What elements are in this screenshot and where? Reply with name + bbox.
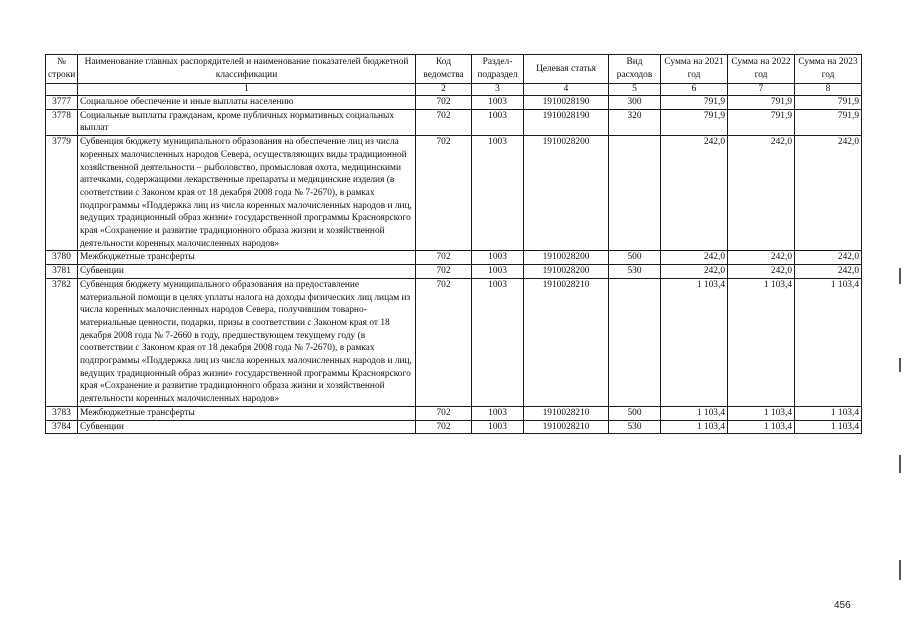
row-sum-2022: 791,9 — [728, 96, 795, 110]
table-row — [46, 96, 862, 110]
header-department-code: Код ведомства — [416, 55, 472, 84]
row-name: Субвенция бюджету муниципального образования на обеспечение лиц из числа коренных малочисленных народов Севера, осуществляющих виды традиционной хозяйственной деятельности – рыболовство, промысловая охота, медицинскими аптечками, содержащими лекарственные препараты и медицинские изделия (в соответствии с Законом края от 18 декабря 2008 года № 7-2670), в рамках подпрограммы «Поддержка лиц из числа коренных малочисленных народов и лиц, ведущих традиционный образ жизни» государственной программы Красноярского края «Сохранение и развитие традиционного образа жизни и хозяйственной деятельности коренных малочисленных народов» — [78, 136, 416, 251]
row-sum-2023: 1 103,4 — [795, 278, 862, 406]
header-row-number: № строки — [46, 55, 78, 84]
row-section: 1003 — [472, 278, 524, 406]
row-section: 1003 — [472, 420, 524, 434]
budget-table — [45, 54, 862, 434]
header-name: Наименование главных распорядителей и наименование показателей бюджетной классификации — [78, 55, 416, 84]
column-number: 3 — [472, 84, 524, 96]
row-expense-type: 530 — [609, 265, 661, 279]
column-number: 5 — [609, 84, 661, 96]
row-number: 3777 — [46, 96, 78, 110]
scan-edge-mark — [899, 268, 901, 284]
row-sum-2022: 1 103,4 — [728, 420, 795, 434]
row-sum-2022: 242,0 — [728, 251, 795, 265]
row-department-code: 702 — [416, 109, 472, 135]
row-department-code: 702 — [416, 265, 472, 279]
row-section: 1003 — [472, 109, 524, 135]
row-expense-type: 500 — [609, 406, 661, 420]
row-target-article: 1910028190 — [524, 96, 609, 110]
row-sum-2021: 791,9 — [661, 109, 728, 135]
row-sum-2021: 1 103,4 — [661, 420, 728, 434]
table-row — [46, 265, 862, 279]
table-row — [46, 109, 862, 135]
column-number: 1 — [78, 84, 416, 96]
row-number: 3783 — [46, 406, 78, 420]
row-name: Социальное обеспечение и иные выплаты населению — [78, 96, 416, 110]
scan-edge-mark — [899, 455, 901, 473]
table-row — [46, 420, 862, 434]
header-target-article: Целевая статья — [524, 55, 609, 84]
row-target-article: 1910028210 — [524, 406, 609, 420]
table-row — [46, 251, 862, 265]
header-row — [46, 55, 862, 84]
row-number: 3778 — [46, 109, 78, 135]
row-name: Субвенция бюджету муниципального образования на предоставление материальной помощи в целях уплаты налога на доходы физических лиц лицам из числа коренных малочисленных народов Севера, получившим товарно-материальные ценности, подарки, призы в соответствии с Законом края от 18 декабря 2008 года № 7-2660 в году, предшествующем текущему году (в соответствии с Законом края от 18 декабря 2008 года № 7-2670), в рамках подпрограммы «Поддержка лиц из числа коренных малочисленных народов и лиц, ведущих традиционный образ жизни» государственной программы Красноярского края «Сохранение и развитие традиционного образа жизни и хозяйственной деятельности коренных малочисленных народов» — [78, 278, 416, 406]
header-sum-2023: Сумма на 2023 год — [795, 55, 862, 84]
header-sum-2022: Сумма на 2022 год — [728, 55, 795, 84]
row-sum-2022: 242,0 — [728, 265, 795, 279]
row-sum-2022: 791,9 — [728, 109, 795, 135]
row-section: 1003 — [472, 406, 524, 420]
row-sum-2021: 242,0 — [661, 251, 728, 265]
row-number: 3780 — [46, 251, 78, 265]
column-number-row — [46, 84, 862, 96]
page-number: 456 — [834, 600, 851, 611]
row-name: Межбюджетные трансферты — [78, 406, 416, 420]
row-sum-2021: 1 103,4 — [661, 278, 728, 406]
row-sum-2023: 242,0 — [795, 136, 862, 251]
row-number: 3782 — [46, 278, 78, 406]
row-target-article: 1910028200 — [524, 136, 609, 251]
row-expense-type — [609, 136, 661, 251]
row-department-code: 702 — [416, 278, 472, 406]
row-sum-2021: 242,0 — [661, 265, 728, 279]
table-row — [46, 136, 862, 251]
row-expense-type: 500 — [609, 251, 661, 265]
row-sum-2023: 242,0 — [795, 251, 862, 265]
row-sum-2022: 1 103,4 — [728, 278, 795, 406]
row-target-article: 1910028200 — [524, 251, 609, 265]
row-expense-type: 300 — [609, 96, 661, 110]
scan-edge-mark — [899, 560, 901, 580]
column-number: 2 — [416, 84, 472, 96]
row-expense-type — [609, 278, 661, 406]
row-section: 1003 — [472, 136, 524, 251]
row-department-code: 702 — [416, 251, 472, 265]
row-section: 1003 — [472, 96, 524, 110]
row-department-code: 702 — [416, 420, 472, 434]
header-expense-type: Вид расходов — [609, 55, 661, 84]
row-target-article: 1910028210 — [524, 420, 609, 434]
row-sum-2021: 1 103,4 — [661, 406, 728, 420]
row-sum-2023: 1 103,4 — [795, 420, 862, 434]
row-sum-2023: 791,9 — [795, 96, 862, 110]
row-name: Социальные выплаты гражданам, кроме публичных нормативных социальных выплат — [78, 109, 416, 135]
row-target-article: 1910028190 — [524, 109, 609, 135]
column-number: 8 — [795, 84, 862, 96]
column-number: 6 — [661, 84, 728, 96]
column-number: 7 — [728, 84, 795, 96]
row-expense-type: 530 — [609, 420, 661, 434]
column-number — [46, 84, 78, 96]
row-sum-2021: 791,9 — [661, 96, 728, 110]
row-sum-2022: 1 103,4 — [728, 406, 795, 420]
row-number: 3779 — [46, 136, 78, 251]
row-name: Субвенции — [78, 420, 416, 434]
column-number: 4 — [524, 84, 609, 96]
row-expense-type: 320 — [609, 109, 661, 135]
row-number: 3784 — [46, 420, 78, 434]
scan-edge-mark — [899, 358, 901, 372]
row-sum-2023: 1 103,4 — [795, 406, 862, 420]
row-name: Субвенции — [78, 265, 416, 279]
header-section: Раздел-подраздел — [472, 55, 524, 84]
row-sum-2022: 242,0 — [728, 136, 795, 251]
row-sum-2021: 242,0 — [661, 136, 728, 251]
row-sum-2023: 791,9 — [795, 109, 862, 135]
row-department-code: 702 — [416, 96, 472, 110]
row-sum-2023: 242,0 — [795, 265, 862, 279]
row-department-code: 702 — [416, 406, 472, 420]
row-number: 3781 — [46, 265, 78, 279]
table-row — [46, 406, 862, 420]
row-name: Межбюджетные трансферты — [78, 251, 416, 265]
row-department-code: 702 — [416, 136, 472, 251]
row-target-article: 1910028200 — [524, 265, 609, 279]
row-section: 1003 — [472, 265, 524, 279]
header-sum-2021: Сумма на 2021 год — [661, 55, 728, 84]
row-section: 1003 — [472, 251, 524, 265]
table-row — [46, 278, 862, 406]
row-target-article: 1910028210 — [524, 278, 609, 406]
